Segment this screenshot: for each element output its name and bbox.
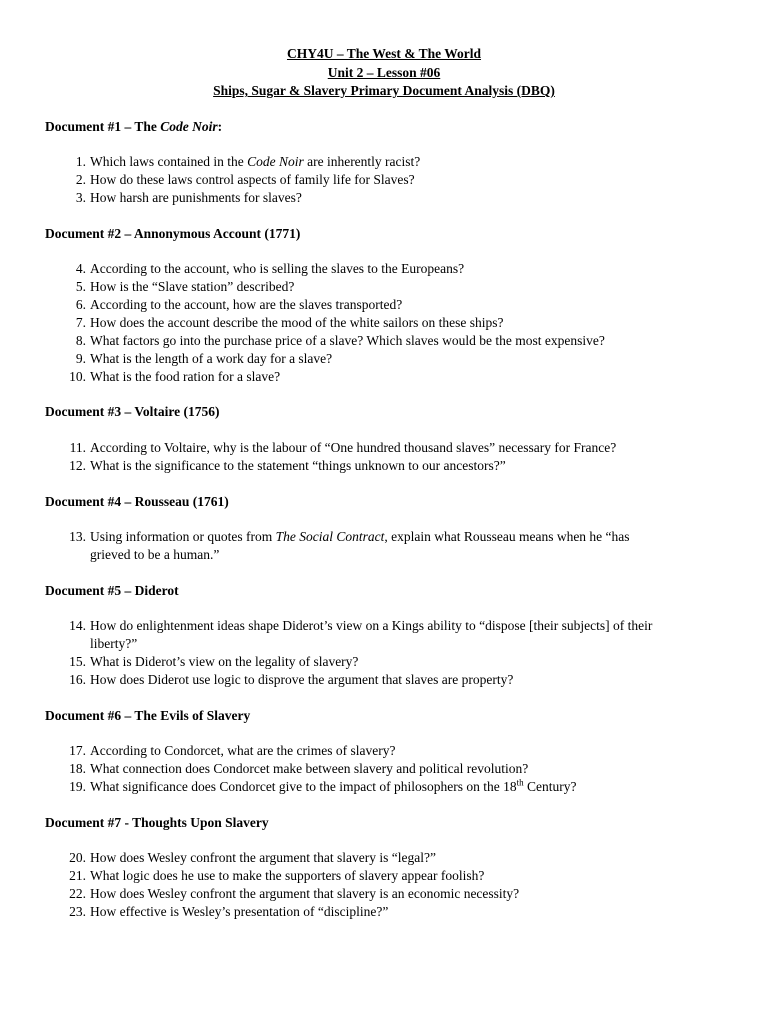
question-text: What factors go into the purchase price of a slave? Which slaves would be the most expensive? — [90, 333, 605, 348]
question-number: 10. — [69, 369, 86, 384]
document-3-heading: Document #3 – Voltaire (1756) — [45, 404, 220, 419]
question-number: 15. — [69, 654, 86, 669]
question-number: 5. — [75, 279, 86, 294]
question-text: How do these laws control aspects of family life for Slaves? — [90, 172, 415, 187]
question-text: According to Condorcet, what are the crimes of slavery? — [90, 743, 396, 758]
question-text: How does Diderot use logic to disprove the argument that slaves are property? — [90, 672, 514, 687]
question-text: How does the account describe the mood of the white sailors on these ships? — [90, 315, 504, 330]
question-text: According to the account, how are the slaves transported? — [90, 297, 403, 312]
question-number: 2. — [75, 172, 86, 187]
question-text: What is the food ration for a slave? — [90, 369, 281, 384]
question-number: 8. — [75, 333, 86, 348]
course-title: CHY4U – The West & The World — [286, 46, 482, 61]
question-text: What connection does Condorcet make between slavery and political revolution? — [90, 761, 529, 776]
question-text: According to Voltaire, why is the labour of “One hundred thousand slaves” necessary for France? — [90, 440, 617, 455]
question-number: 16. — [69, 672, 86, 687]
question-number: 4. — [75, 261, 86, 276]
question-number: 13. — [69, 529, 86, 544]
question-text: How harsh are punishments for slaves? — [90, 190, 302, 205]
question-text: liberty?” — [90, 636, 138, 651]
question-text: How effective is Wesley’s presentation of “discipline?” — [90, 904, 389, 919]
question-text: Using information or quotes from The Social Contract, explain what Rousseau means when he “has — [90, 529, 630, 544]
question-number: 3. — [75, 190, 86, 205]
question-number: 19. — [69, 779, 86, 794]
question-number: 6. — [75, 297, 86, 312]
question-text: How does Wesley confront the argument that slavery is “legal?” — [90, 850, 436, 865]
question-number: 1. — [75, 154, 86, 169]
question-number: 9. — [75, 351, 86, 366]
document-7-heading: Document #7 - Thoughts Upon Slavery — [45, 815, 269, 830]
document-2-heading: Document #2 – Annonymous Account (1771) — [45, 226, 301, 241]
question-text: Which laws contained in the Code Noir are inherently racist? — [90, 154, 421, 169]
question-text: How does Wesley confront the argument that slavery is an economic necessity? — [90, 886, 520, 901]
document-4-heading: Document #4 – Rousseau (1761) — [45, 494, 229, 509]
question-text: How do enlightenment ideas shape Diderot’s view on a Kings ability to “dispose [their subjects] of their — [90, 618, 653, 633]
question-text: What is the length of a work day for a slave? — [90, 351, 333, 366]
question-number: 11. — [69, 440, 86, 455]
question-text: How is the “Slave station” described? — [90, 279, 295, 294]
question-text: grieved to be a human.” — [90, 547, 220, 562]
question-number: 18. — [69, 761, 86, 776]
question-number: 17. — [69, 743, 86, 758]
document-6-heading: Document #6 – The Evils of Slavery — [45, 708, 251, 723]
unit-lesson-title: Unit 2 – Lesson #06 — [327, 64, 441, 80]
question-text: What logic does he use to make the supporters of slavery appear foolish? — [90, 868, 485, 883]
page-header — [0, 45, 768, 101]
question-text: What is Diderot’s view on the legality of slavery? — [90, 654, 359, 669]
page-title: Ships, Sugar & Slavery Primary Document Analysis (DBQ) — [213, 83, 555, 98]
question-number: 7. — [75, 315, 86, 330]
question-number: 20. — [69, 850, 86, 865]
document-1-heading: Document #1 – The Code Noir: — [45, 119, 223, 134]
document-5-heading: Document #5 – Diderot — [45, 583, 179, 598]
question-number: 23. — [69, 904, 86, 919]
question-number: 14. — [69, 618, 86, 633]
question-number: 22. — [69, 886, 86, 901]
question-number: 12. — [69, 458, 86, 473]
question-number: 21. — [69, 868, 86, 883]
question-text: What is the significance to the statement “things unknown to our ancestors?” — [90, 458, 506, 473]
question-text: According to the account, who is selling the slaves to the Europeans? — [90, 261, 465, 276]
question-text: What significance does Condorcet give to the impact of philosophers on the 18th Century? — [90, 777, 577, 794]
